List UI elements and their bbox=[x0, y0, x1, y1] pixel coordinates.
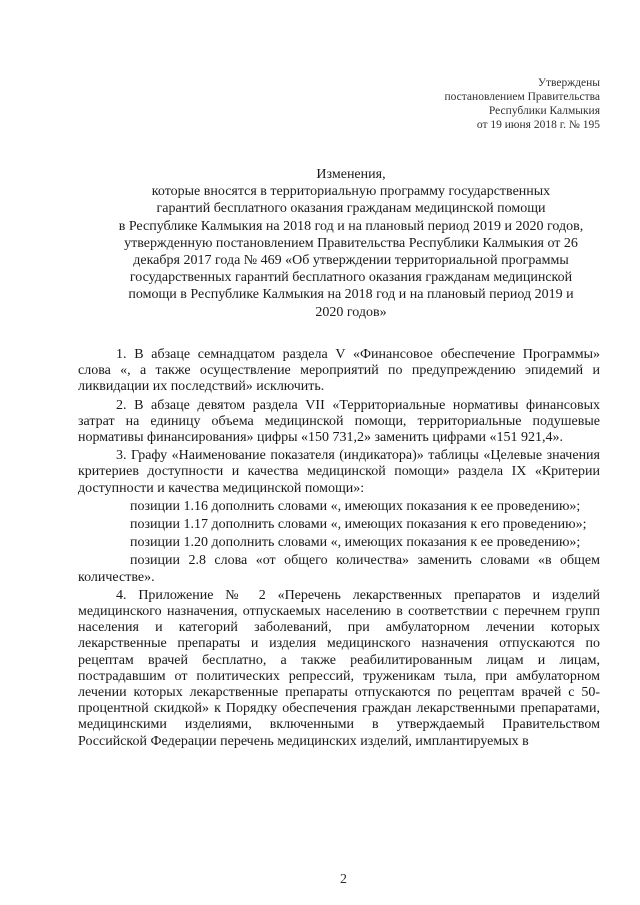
approval-line: постановлением Правительства bbox=[444, 91, 600, 103]
title-line: 2020 годов» bbox=[315, 304, 387, 320]
approval-line: Республики Калмыкия bbox=[488, 105, 600, 117]
title-line: утвержденную постановлением Правительства Республики Калмыкия от 26 bbox=[124, 235, 578, 251]
paragraph-1: 1. В абзаце семнадцатом раздела V «Финансовое обеспечение Программы» слова «, а также осуществление мероприятий по предупреждению эпидемий и ликвидации их последствий» исключить. bbox=[78, 347, 600, 395]
paragraph-3-item: позиции 2.8 слова «от общего количества» заменить словами «в общем количестве». bbox=[78, 553, 600, 585]
title-line: декабря 2017 года № 469 «Об утверждении территориальной программы bbox=[133, 253, 569, 269]
approval-line: от 19 июня 2018 г. № 195 bbox=[476, 119, 600, 131]
title-line: гарантий бесплатного оказания гражданам медицинской помощи bbox=[156, 201, 546, 217]
title-line: Изменения, bbox=[316, 167, 386, 182]
title-line: которые вносятся в территориальную программу государственных bbox=[151, 184, 551, 200]
title-line: в Республике Калмыкия на 2018 год и на плановый период 2019 и 2020 годов, bbox=[118, 218, 584, 234]
paragraph-3-item: позиции 1.17 дополнить словами «, имеющих показания к его проведению»; bbox=[130, 517, 587, 533]
approval-stamp bbox=[444, 76, 600, 132]
document-title bbox=[86, 166, 616, 321]
title-line: государственных гарантий бесплатного оказания гражданам медицинской bbox=[129, 270, 573, 286]
paragraph-2: 2. В абзаце девятом раздела VII «Территориальные нормативы финансовых затрат на единицу объема медицинской помощи, территориальные подушевые нормативы финансирования» цифры «150 731,2» заменить цифрами «151 921,4». bbox=[78, 397, 600, 446]
paragraph-3: 3. Графу «Наименование показателя (индикатора)» таблицы «Целевые значения критериев доступности и качества медицинской помощи» раздела IX «Критерии доступности и качества медицинской помощи»: bbox=[78, 448, 600, 496]
paragraph-3-item: позиции 1.16 дополнить словами «, имеющих показания к ее проведению»; bbox=[130, 498, 581, 514]
paragraph-3-item: позиции 1.20 дополнить словами «, имеющих показания к ее проведению»; bbox=[130, 535, 581, 551]
title-line: помощи в Республике Калмыкия на 2018 год и на плановый период 2019 и bbox=[128, 287, 574, 303]
page-number: 2 bbox=[340, 872, 347, 887]
document-body bbox=[78, 347, 600, 752]
approval-line: Утверждены bbox=[537, 77, 600, 89]
paragraph-4: 4. Приложение № 2 «Перечень лекарственных препаратов и изделий медицинского назначения, отпускаемых населению в соответствии с перечнем групп населения и категорий заболеваний, при амбулаторном лечении которых лекарственные препараты и изделия медицинского назначения отпускаются по рецептам врачей бесплатно, а также реабилитированным лицам и лицам, пострадавшим от политических репрессий, труженикам тыла, при амбулаторном лечении которых лекарственные препараты отпускаются по рецептам врачей с 50-процентной скидкой» к Порядку обеспечения граждан лекарственными препаратами, медицинскими изделиями, включенными в утверждаемый Правительством Российской Федерации перечень медицинских изделий, имплантируемых в bbox=[78, 587, 600, 749]
